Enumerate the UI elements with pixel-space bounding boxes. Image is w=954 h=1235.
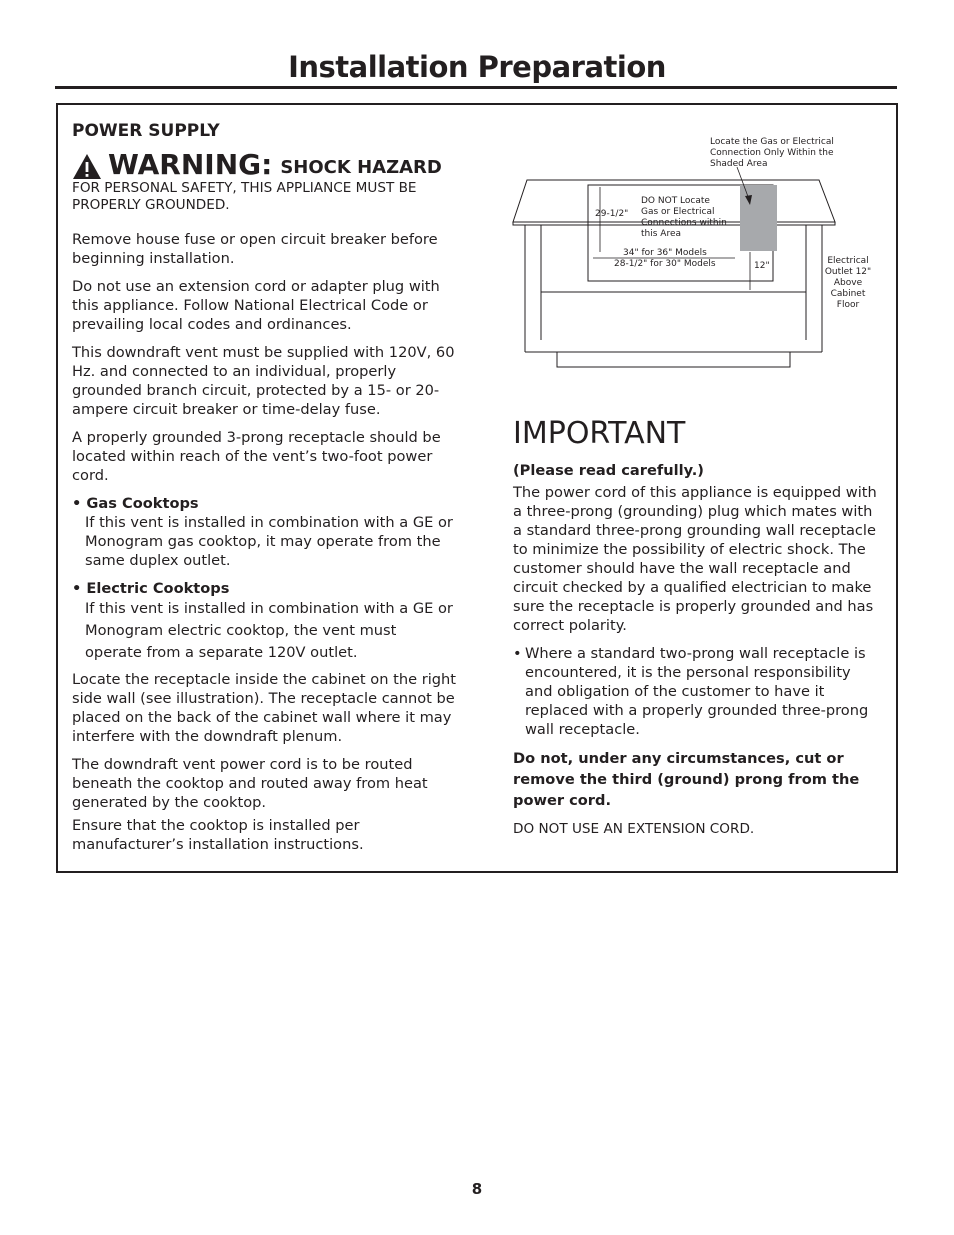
important-subheading: (Please read carefully.) <box>513 462 704 479</box>
width-30-label: 28-1/2" for 30" Models <box>614 259 716 269</box>
warning-triangle-icon <box>72 153 102 180</box>
safety-notice: FOR PERSONAL SAFETY, THIS APPLIANCE MUST BE PROPERLY GROUNDED. <box>72 180 417 213</box>
list-item <box>513 644 879 739</box>
paragraph: A properly grounded 3-prong receptacle should be located within reach of the vent’s two-foot power cord. <box>72 429 441 484</box>
outlet-height-label: 12" <box>754 261 770 271</box>
bullet-icon: • <box>513 645 522 662</box>
do-not-locate-3: Connections within <box>641 218 727 228</box>
outlet-label-3: Above <box>833 278 863 288</box>
width-36-label: 34" for 36" Models <box>623 248 707 258</box>
outlet-label-2: Outlet 12" <box>824 267 872 277</box>
shaded-connection-area <box>740 185 777 251</box>
outlet-label-1: Electrical <box>827 256 869 266</box>
outlet-label-4: Cabinet <box>830 289 866 299</box>
height-label: 29-1/2" <box>595 209 629 219</box>
important-section <box>513 416 879 848</box>
gas-cooktops-heading: • Gas Cooktops <box>72 495 199 512</box>
paragraph: The downdraft vent power cord is to be routed beneath the cooktop and routed away from heat generated by the cooktop. <box>72 756 428 811</box>
cabinet-base <box>557 352 790 367</box>
paragraph: Ensure that the cooktop is installed per manufacturer’s installation instructions. <box>72 817 364 853</box>
do-not-locate-1: DO NOT Locate <box>641 196 710 206</box>
page-title: Installation Preparation <box>288 50 666 84</box>
power-supply-heading: POWER SUPPLY <box>72 121 220 141</box>
paragraph: Do not use an extension cord or adapter plug with this appliance. Follow National Electrical Code or prevailing local codes and ordinances. <box>72 278 440 333</box>
callout-line-3: Shaded Area <box>710 159 768 169</box>
paragraph: The power cord of this appliance is equipped with a three-prong (grounding) plug which mates with a standard three-prong grounding wall receptacle to minimize the possibility of electric shock. The customer should have the wall receptacle and circuit checked by a qualified electrician to make sure the receptacle is properly grounded and has correct polarity. <box>513 484 877 634</box>
warning-word: WARNING: <box>108 148 273 181</box>
bullet-text: Where a standard two-prong wall receptacle is encountered, it is the personal responsibility and obligation of the customer to have it replaced with a properly grounded three-prong wall receptacle. <box>525 645 869 738</box>
paragraph: This downdraft vent must be supplied with 120V, 60 Hz. and connected to an individual, properly grounded branch circuit, protected by a 15- or 20-ampere circuit breaker or time-delay fuse. <box>72 344 455 418</box>
ground-prong-warning: Do not, under any circumstances, cut or remove the third (ground) prong from the power cord. <box>513 750 860 809</box>
warning-subtitle: SHOCK HAZARD <box>280 157 442 178</box>
extension-cord-notice: DO NOT USE AN EXTENSION CORD. <box>513 821 755 837</box>
installation-diagram <box>505 130 885 375</box>
page-number: 8 <box>471 1180 483 1198</box>
power-supply-section <box>72 122 457 863</box>
gas-cooktops-body: If this vent is installed in combination with a GE or Monogram gas cooktop, it may operate from the same duplex outlet. <box>85 514 453 569</box>
electric-cooktops-heading: • Electric Cooktops <box>72 580 230 597</box>
outlet-label-5: Floor <box>836 300 860 310</box>
paragraph: Remove house fuse or open circuit breaker before beginning installation. <box>72 231 438 267</box>
warning-line <box>72 150 457 180</box>
callout-line-2: Connection Only Within the <box>710 148 834 158</box>
paragraph: Locate the receptacle inside the cabinet on the right side wall (see illustration). The receptacle cannot be placed on the back of the cabinet wall where it may interfere with the downdraft plenum. <box>72 671 456 745</box>
do-not-locate-2: Gas or Electrical <box>641 207 715 217</box>
callout-line-1: Locate the Gas or Electrical <box>710 137 834 147</box>
electric-cooktops-body: If this vent is installed in combination with a GE or Monogram electric cooktop, the vent must operate from a separate 120V outlet. <box>85 600 453 661</box>
title-rule <box>55 86 897 89</box>
important-heading: IMPORTANT <box>513 416 686 451</box>
do-not-locate-4: this Area <box>641 229 681 239</box>
